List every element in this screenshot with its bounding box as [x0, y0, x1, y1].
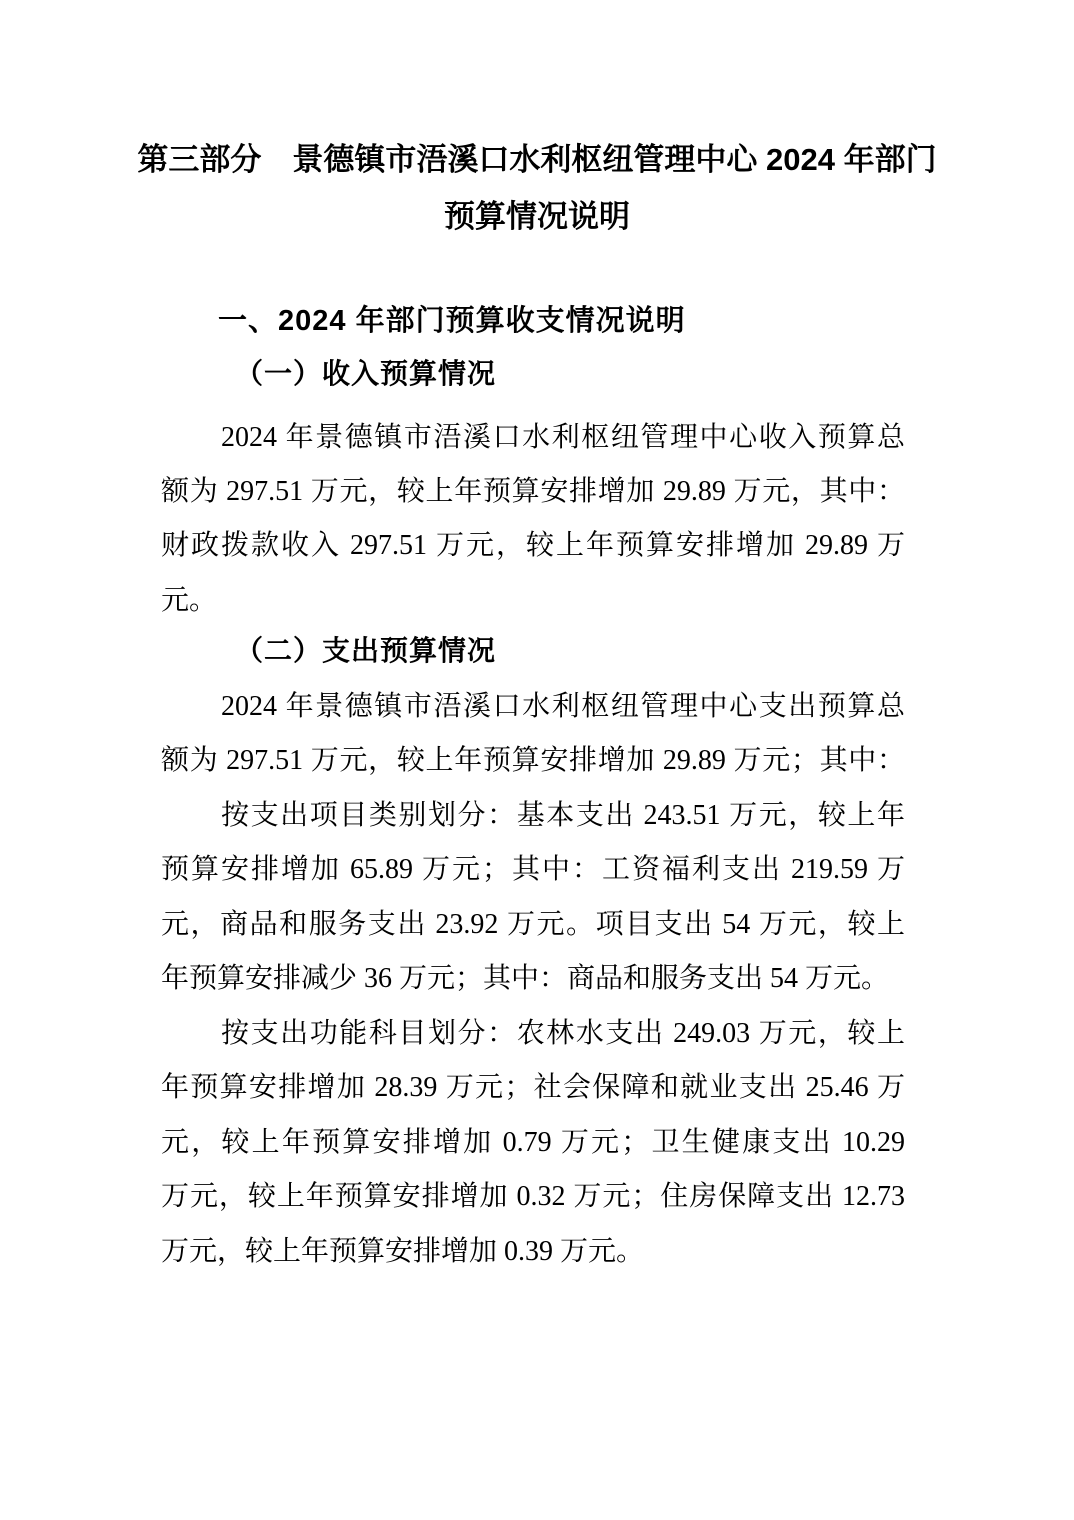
- paragraph-line: 预算安排增加 65.89 万元；其中：工资福利支出 219.59 万: [161, 854, 905, 885]
- paragraph-line: 按支出项目类别划分：基本支出 243.51 万元，较上年: [221, 800, 905, 831]
- paragraph-line: 元。: [161, 585, 218, 616]
- document-title-line-2: 预算情况说明: [444, 199, 630, 234]
- paragraph-line: 2024 年景德镇市浯溪口水利枢纽管理中心收入预算总: [221, 422, 905, 453]
- paragraph-line: 万元，较上年预算安排增加 0.32 万元；住房保障支出 12.73: [161, 1181, 905, 1212]
- paragraph-line: 按支出功能科目划分：农林水支出 249.03 万元，较上: [221, 1018, 905, 1049]
- paragraph-line: 年预算安排增加 28.39 万元；社会保障和就业支出 25.46 万: [161, 1072, 905, 1103]
- paragraph-line: 2024 年景德镇市浯溪口水利枢纽管理中心支出预算总: [221, 691, 905, 722]
- paragraph-line: 元，较上年预算安排增加 0.79 万元；卫生健康支出 10.29: [161, 1127, 905, 1158]
- section-heading: 一、2024 年部门预算收支情况说明: [218, 305, 686, 337]
- paragraph-line: 额为 297.51 万元，较上年预算安排增加 29.89 万元；其中：: [161, 745, 905, 776]
- paragraph-line: 财政拨款收入 297.51 万元，较上年预算安排增加 29.89 万: [161, 530, 905, 561]
- subsection-1-heading: （一）收入预算情况: [235, 359, 497, 390]
- paragraph-line: 额为 297.51 万元，较上年预算安排增加 29.89 万元，其中：: [161, 476, 905, 507]
- paragraph-line: 年预算安排减少 36 万元；其中：商品和服务支出 54 万元。: [161, 963, 890, 994]
- document-title-line-1: 第三部分 景德镇市浯溪口水利枢纽管理中心 2024 年部门: [137, 142, 937, 177]
- paragraph-line: 万元，较上年预算安排增加 0.39 万元。: [161, 1236, 645, 1267]
- subsection-2-heading: （二）支出预算情况: [235, 636, 497, 667]
- paragraph-line: 元，商品和服务支出 23.92 万元。项目支出 54 万元，较上: [161, 909, 905, 940]
